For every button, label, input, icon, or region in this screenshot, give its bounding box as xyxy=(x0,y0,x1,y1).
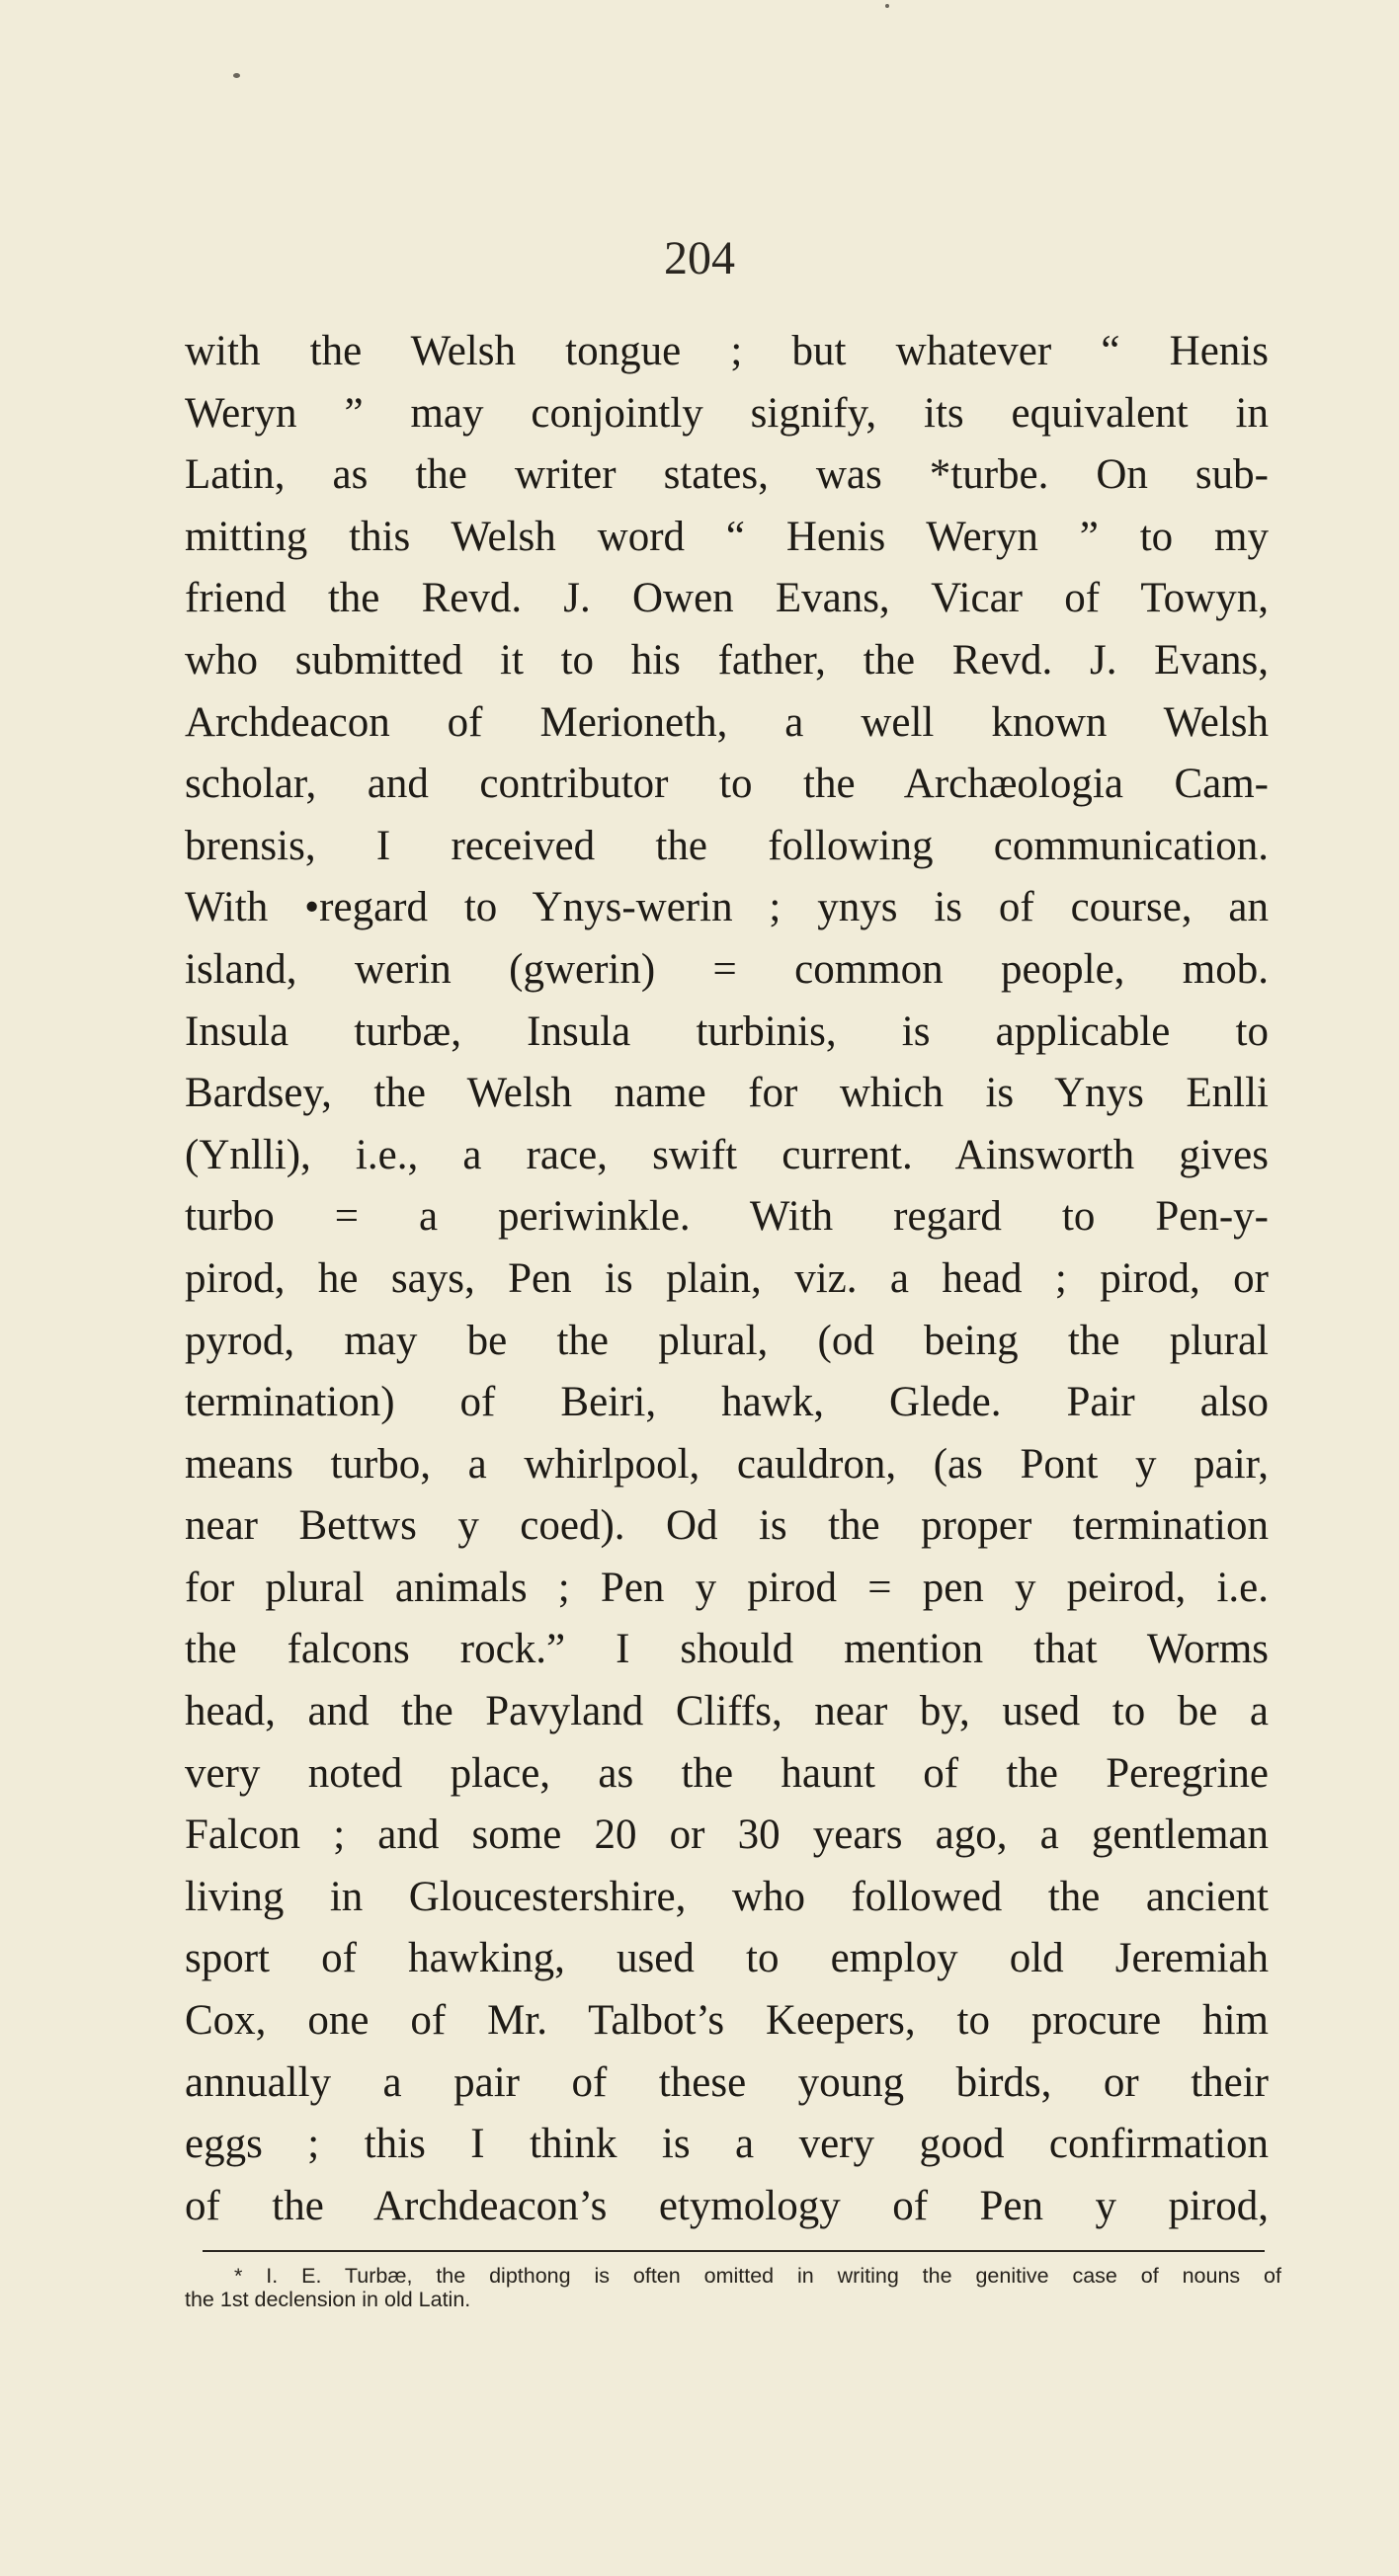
text-line: near Bettws y coed). Od is the proper termination xyxy=(185,1502,1269,1550)
text-line: living in Gloucestershire, who followed the ancient xyxy=(185,1873,1269,1920)
text-line: very noted place, as the haunt of the Peregrine xyxy=(185,1749,1269,1797)
text-line: Latin, as the writer states, was *turbe. On sub- xyxy=(185,451,1269,499)
text-line: head, and the Pavyland Cliffs, near by, used to be a xyxy=(185,1688,1269,1735)
text-line: of the Archdeacon’s etymology of Pen y pirod, xyxy=(185,2182,1269,2229)
text-line: with the Welsh tongue ; but whatever “ Henis xyxy=(185,328,1269,374)
text-line: mitting this Welsh word “ Henis Weryn ” to my xyxy=(185,513,1269,560)
text-line: means turbo, a whirlpool, cauldron, (as Pont y pair, xyxy=(185,1440,1269,1488)
text-line: pirod, he says, Pen is plain, viz. a head ; pirod, or xyxy=(185,1254,1269,1302)
text-line: Archdeacon of Merioneth, a well known Welsh xyxy=(185,698,1269,746)
text-line: (Ynlli), i.e., a race, swift current. Ainsworth gives xyxy=(185,1131,1269,1178)
text-line: brensis, I received the following communication. xyxy=(185,822,1269,869)
text-line: pyrod, may be the plural, (od being the plural xyxy=(185,1317,1269,1364)
text-line: Bardsey, the Welsh name for which is Ynys Enlli xyxy=(185,1070,1269,1117)
text-line: Insula turbæ, Insula turbinis, is applicable to xyxy=(185,1007,1269,1055)
text-line: for plural animals ; Pen y pirod = pen y peirod, i.e. xyxy=(185,1564,1269,1611)
footnote xyxy=(185,2264,1281,2311)
text-line: Cox, one of Mr. Talbot’s Keepers, to procure him xyxy=(185,1997,1269,2045)
text-line: the falcons rock.” I should mention that Worms xyxy=(185,1626,1269,1673)
text-line: Falcon ; and some 20 or 30 years ago, a gentleman xyxy=(185,1811,1269,1859)
footnote-divider xyxy=(203,2250,1265,2252)
text-line: friend the Revd. J. Owen Evans, Vicar of Towyn, xyxy=(185,575,1269,622)
text-line: With •regard to Ynys-werin ; ynys is of course, an xyxy=(185,884,1269,931)
text-line: sport of hawking, used to employ old Jeremiah xyxy=(185,1935,1269,1982)
text-line: turbo = a periwinkle. With regard to Pen-y- xyxy=(185,1193,1269,1241)
footnote-line: * I. E. Turbæ, the dipthong is often omitted in writing the genitive case of nouns of xyxy=(234,2264,1281,2288)
footnote-line: the 1st declension in old Latin. xyxy=(185,2288,471,2311)
page-speck xyxy=(233,73,240,78)
page-number: 204 xyxy=(664,232,735,284)
text-line: island, werin (gwerin) = common people, mob. xyxy=(185,945,1269,993)
page-speck xyxy=(885,4,889,8)
text-line: scholar, and contributor to the Archæologia Cam- xyxy=(185,761,1269,808)
text-line: who submitted it to his father, the Revd. J. Evans, xyxy=(185,636,1269,684)
text-line: Weryn ” may conjointly signify, its equivalent in xyxy=(185,389,1269,437)
body-text xyxy=(185,321,1269,2237)
text-line: termination) of Beiri, hawk, Glede. Pair also xyxy=(185,1379,1269,1426)
text-line: eggs ; this I think is a very good confirmation xyxy=(185,2121,1269,2168)
text-line: annually a pair of these young birds, or their xyxy=(185,2058,1269,2106)
